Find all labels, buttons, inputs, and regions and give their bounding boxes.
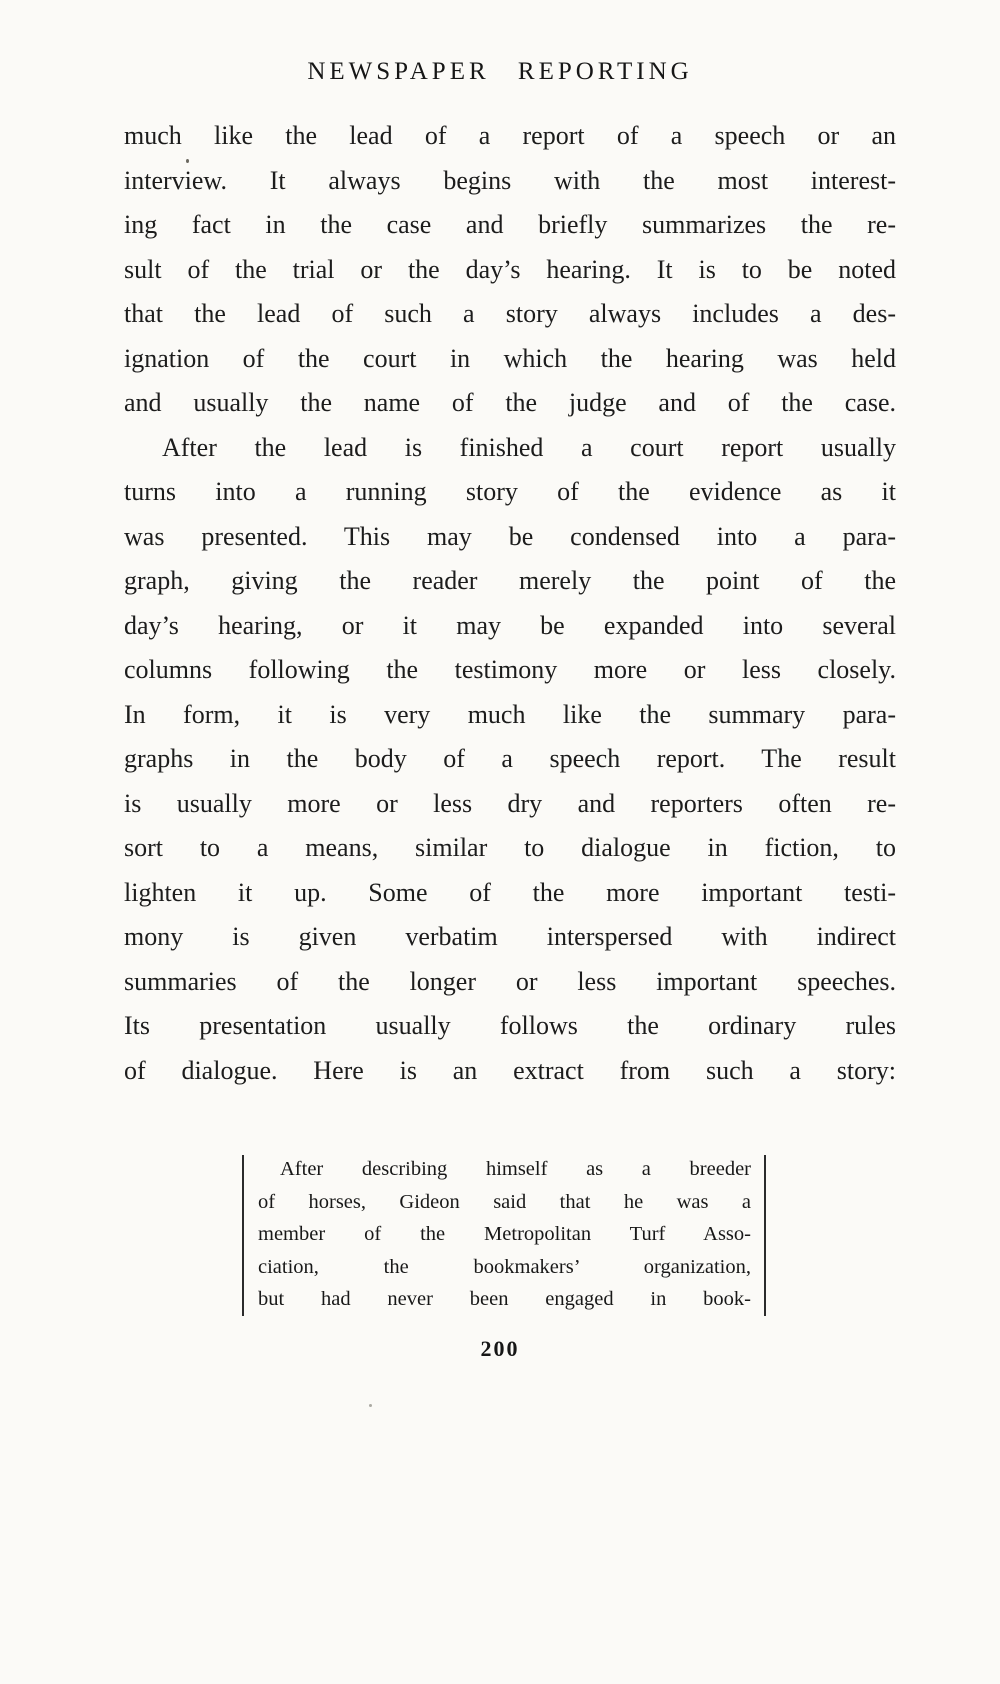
text-line: of dialogue. Here is an extract from such a story: xyxy=(124,1055,896,1085)
text-line: ignation of the court in which the hearing was held xyxy=(124,343,896,373)
quote-line: but had never been engaged in book- xyxy=(258,1288,751,1310)
text-line: is usually more or less dry and reporters often re- xyxy=(124,788,896,818)
quote-rule-right xyxy=(764,1155,766,1316)
extract-quote xyxy=(242,1151,766,1318)
text-line: graph, giving the reader merely the point of the xyxy=(124,566,896,595)
text-line: mony is given verbatim interspersed with indirect xyxy=(124,922,896,951)
quote-line: member of the Metropolitan Turf Asso- xyxy=(258,1223,751,1245)
scan-speck xyxy=(186,159,189,163)
text-line: was presented. This may be condensed into a para- xyxy=(124,521,896,551)
running-head: NEWSPAPER REPORTING xyxy=(307,58,693,85)
text-line: Its presentation usually follows the ordinary rules xyxy=(124,1011,896,1040)
text-line: much like the lead of a report of a speech or an xyxy=(124,121,896,150)
text-line: and usually the name of the judge and of the case. xyxy=(124,388,896,417)
text-line: graphs in the body of a speech report. The result xyxy=(124,744,896,773)
text-line: summaries of the longer or less important speeches. xyxy=(124,966,896,996)
extract-lines xyxy=(258,1153,751,1316)
text-line: interview. It always begins with the most interest- xyxy=(124,165,896,195)
paragraph xyxy=(124,114,896,426)
text-line: After the lead is finished a court report usually xyxy=(162,432,896,462)
paragraph xyxy=(124,426,896,1094)
text-line: columns following the testimony more or less closely. xyxy=(124,655,896,684)
text-line: In form, it is very much like the summary para- xyxy=(124,699,896,729)
text-line: ing fact in the case and briefly summarizes the re- xyxy=(124,210,896,239)
quote-line: ciation, the bookmakers’ organization, xyxy=(258,1255,751,1278)
quote-line: of horses, Gideon said that he was a xyxy=(258,1190,751,1213)
text-line: day’s hearing, or it may be expanded into several xyxy=(124,610,896,640)
quote-rule-left xyxy=(242,1155,244,1316)
scan-speck xyxy=(369,1404,372,1407)
quote-line: After describing himself as a breeder xyxy=(280,1158,751,1180)
text-line: sort to a means, similar to dialogue in fiction, to xyxy=(124,833,896,862)
text-line: lighten it up. Some of the more important testi- xyxy=(124,877,896,907)
page-number: 200 xyxy=(480,1335,520,1361)
text-line: turns into a running story of the evidence as it xyxy=(124,477,896,506)
body-text xyxy=(124,114,896,1093)
text-line: sult of the trial or the day’s hearing. It is to be noted xyxy=(124,254,896,284)
text-line: that the lead of such a story always includes a des- xyxy=(124,299,896,328)
